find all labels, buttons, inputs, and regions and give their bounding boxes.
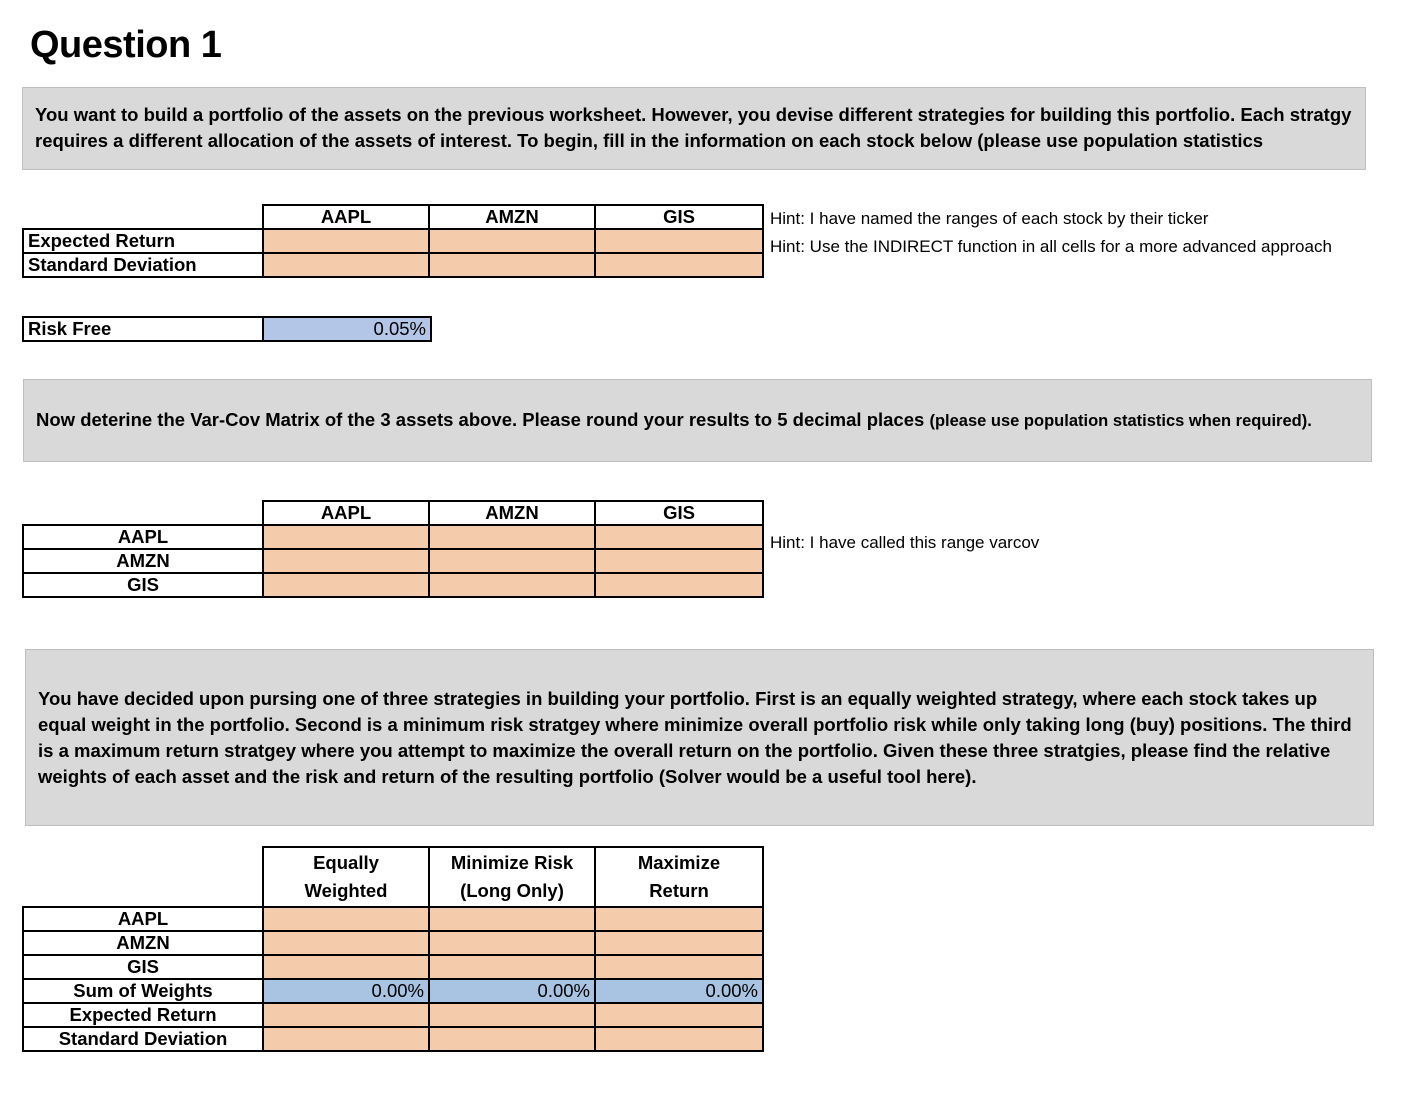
varcov-instructions: Now deterine the Var-Cov Matrix of the 3 assets above. Please round your results to 5 decimal places	[36, 409, 930, 430]
weight-cell-minrisk-amzn[interactable]	[429, 931, 595, 955]
varcov-banner	[23, 379, 1372, 462]
col-header-aapl: AAPL	[263, 205, 429, 229]
hint-varcov-range: Hint: I have called this range varcov	[770, 533, 1040, 552]
input-cell-amzn-return[interactable]	[429, 229, 595, 253]
col-header-gis: GIS	[595, 501, 763, 525]
varcov-note: (please use population statistics when required).	[929, 412, 1312, 430]
weight-cell-maxret-aapl[interactable]	[595, 907, 763, 931]
sum-cell-minrisk[interactable]: 0.00%	[429, 979, 595, 1003]
row-label-aapl: AAPL	[23, 907, 263, 931]
col-header-line2: (Long Only)	[460, 880, 564, 901]
col-header-line2: Weighted	[304, 880, 388, 901]
varcov-cell-amzn-gis[interactable]	[595, 549, 763, 573]
row-label-sum-of-weights: Sum of Weights	[23, 979, 263, 1003]
strategy-banner	[25, 649, 1374, 826]
varcov-cell-amzn-amzn[interactable]	[429, 549, 595, 573]
input-cell-aapl-stdev[interactable]	[263, 253, 429, 277]
risk-free-label: Risk Free	[23, 317, 263, 341]
sum-cell-maxret[interactable]: 0.00%	[595, 979, 763, 1003]
return-cell-minrisk[interactable]	[429, 1003, 595, 1027]
strategy-instructions: You have decided upon pursing one of three strategies in building your portfolio. First is an equally weighted strategy, where each stock takes up equal weight in the portfolio. Second is a minimum risk stratgey where minimize overall portfolio risk while only taking long (buy) positions. The third is a maximum return stratgey where you attempt to maximize the overall return on the portfolio. Given these three stratgies, please find the relative weights of each asset and the risk and return of the resulting portfolio (Solver would be a useful tool here).	[38, 688, 1352, 787]
row-label-expected-return: Expected Return	[23, 229, 263, 253]
row-label-gis: GIS	[23, 573, 263, 597]
row-label-standard-deviation: Standard Deviation	[23, 253, 263, 277]
input-cell-amzn-stdev[interactable]	[429, 253, 595, 277]
varcov-table	[22, 500, 764, 598]
sum-cell-equal[interactable]: 0.00%	[263, 979, 429, 1003]
col-header-maximize-return	[595, 847, 763, 907]
row-label-expected-return: Expected Return	[23, 1003, 263, 1027]
risk-free-value[interactable]: 0.05%	[263, 317, 431, 341]
col-header-gis: GIS	[595, 205, 763, 229]
corner-cell	[23, 501, 263, 525]
strategy-table	[22, 846, 764, 1052]
col-header-minimize-risk	[429, 847, 595, 907]
weight-cell-maxret-gis[interactable]	[595, 955, 763, 979]
risk-free-table	[22, 316, 432, 342]
varcov-cell-gis-amzn[interactable]	[429, 573, 595, 597]
intro-text: You want to build a portfolio of the assets on the previous worksheet. However, you devise different strategies for building this portfolio. Each stratgy requires a different allocation of the assets of interest. To begin, fill in the information on each stock below (please use population statistics	[35, 104, 1352, 151]
weight-cell-maxret-amzn[interactable]	[595, 931, 763, 955]
return-cell-maxret[interactable]	[595, 1003, 763, 1027]
stdev-cell-maxret[interactable]	[595, 1027, 763, 1051]
col-header-line1: Equally	[313, 852, 379, 873]
weight-cell-minrisk-gis[interactable]	[429, 955, 595, 979]
weight-cell-equal-amzn[interactable]	[263, 931, 429, 955]
varcov-cell-aapl-aapl[interactable]	[263, 525, 429, 549]
row-label-standard-deviation: Standard Deviation	[23, 1027, 263, 1051]
col-header-amzn: AMZN	[429, 501, 595, 525]
weight-cell-minrisk-aapl[interactable]	[429, 907, 595, 931]
varcov-cell-aapl-gis[interactable]	[595, 525, 763, 549]
return-cell-equal[interactable]	[263, 1003, 429, 1027]
varcov-cell-gis-aapl[interactable]	[263, 573, 429, 597]
corner-cell	[23, 847, 263, 907]
stdev-cell-equal[interactable]	[263, 1027, 429, 1051]
row-label-amzn: AMZN	[23, 549, 263, 573]
col-header-line2: Return	[649, 880, 709, 901]
hint-ticker-ranges: Hint: I have named the ranges of each stock by their ticker	[770, 209, 1209, 228]
col-header-aapl: AAPL	[263, 501, 429, 525]
corner-cell	[23, 205, 263, 229]
col-header-line1: Minimize Risk	[450, 852, 574, 873]
input-cell-gis-stdev[interactable]	[595, 253, 763, 277]
varcov-cell-amzn-aapl[interactable]	[263, 549, 429, 573]
weight-cell-equal-gis[interactable]	[263, 955, 429, 979]
input-cell-aapl-return[interactable]	[263, 229, 429, 253]
stock-stats-table	[22, 204, 764, 278]
stdev-cell-minrisk[interactable]	[429, 1027, 595, 1051]
varcov-cell-aapl-amzn[interactable]	[429, 525, 595, 549]
hint-indirect: Hint: Use the INDIRECT function in all cells for a more advanced approach	[770, 237, 1332, 256]
col-header-amzn: AMZN	[429, 205, 595, 229]
col-header-line1: Maximize	[637, 852, 721, 873]
row-label-gis: GIS	[23, 955, 263, 979]
row-label-amzn: AMZN	[23, 931, 263, 955]
page-title: Question 1	[30, 24, 222, 66]
input-cell-gis-return[interactable]	[595, 229, 763, 253]
weight-cell-equal-aapl[interactable]	[263, 907, 429, 931]
col-header-equally-weighted	[263, 847, 429, 907]
intro-banner	[22, 87, 1366, 170]
row-label-aapl: AAPL	[23, 525, 263, 549]
varcov-cell-gis-gis[interactable]	[595, 573, 763, 597]
